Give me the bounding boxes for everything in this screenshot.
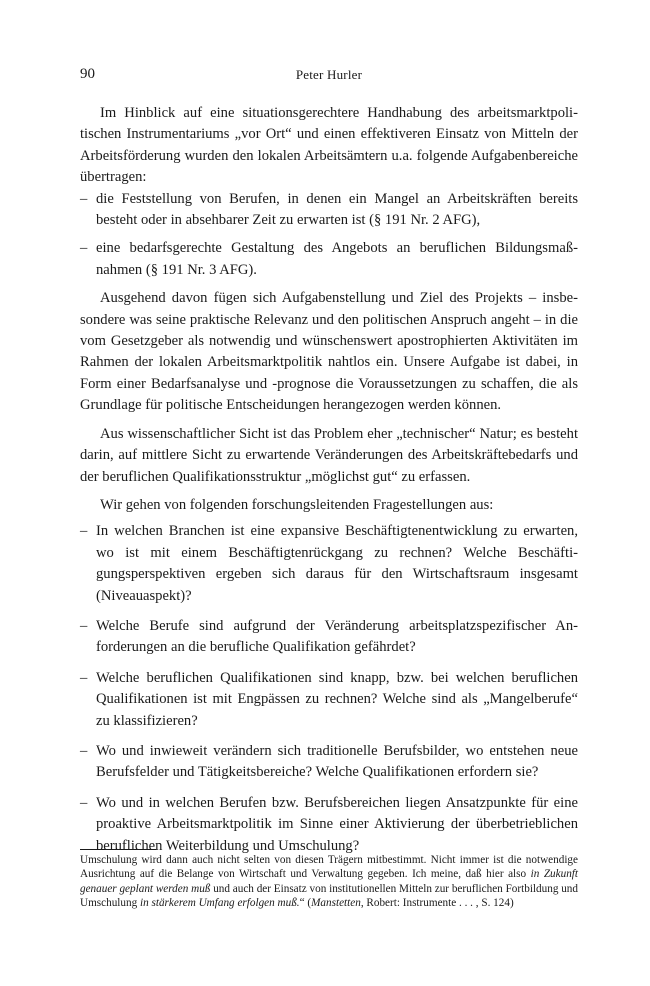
- list-item: [80, 741, 578, 784]
- question-list: [80, 521, 578, 857]
- footnote-emphasis: in stärkerem Umfang erfolgen muß.: [139, 896, 300, 909]
- list-item-text: die Feststellung von Berufen, in denen ein Mangel an Arbeitskräften bereits besteht oder in absehbarer Zeit zu erwarten ist (§ 191 Nr. 2 AFG),: [96, 190, 578, 229]
- list-item-text: Welche beruflichen Qualifikationen sind knapp, bzw. bei welchen beruflichen Qualifikationen ist mit Engpässen zu rechnen? Welche sind als „Mangelberufe“ zu klassifizieren?: [96, 669, 578, 729]
- list-item-text: eine bedarfsgerechte Gestaltung des Angebots an beruflichen Bildungsmaßnahmen (§ 191 Nr. 3 AFG).: [96, 240, 578, 278]
- task-list: [80, 189, 578, 282]
- page-header: [80, 66, 578, 86]
- footnote-text: Umschulung wird dann auch nicht selten von diesen Trägern mitbestimmt. Nicht immer ist die notwendige Ausrichtung auf die Belange von Wirtschaft und Verwaltung gegeben. Ich meine, daß hier also: [80, 854, 578, 881]
- footnote-author: Manstetten: [311, 896, 361, 909]
- list-item: [80, 668, 578, 732]
- list-item-text: In welchen Branchen ist eine expansive Beschäftigtenentwicklung zu erwarten, wo ist mit einem Beschäftigtenrückgang zu rechnen? Welche Beschäftigungsperspektiven ergeben sich daraus für den Wirtschaftsraum insgesamt (Niveauaspekt)?: [96, 523, 578, 604]
- paragraph-intro: Im Hinblick auf eine situationsgerechtere Handhabung des arbeitsmarktpolitischen Instrumentariums „vor Ort“ und einen effektiveren Einsatz von Mitteln der Arbeitsförderung wurden den lokalen Arbeitsämtern u.a. folgende Aufgabenbereiche übertragen:: [80, 105, 578, 186]
- footnote-text: und auch der Einsatz von institutionellen Mitteln zur beruflichen Fortbildung und Umschulung: [80, 882, 578, 909]
- paragraph-questions-intro: Wir gehen von folgenden forschungsleitenden Fragestellungen aus:: [100, 496, 494, 513]
- paragraph-scientific-view: Aus wissenschaftlicher Sicht ist das Problem eher „technischer“ Natur; es besteht darin, auf mittlere Sicht zu erwartende Veränderungen des Arbeitskräftebedarfs und der beruflichen Qualifikationsstruktur „möglichst gut“ zu erfassen.: [80, 425, 578, 485]
- list-item: [80, 616, 578, 659]
- dash-bullet: –: [80, 240, 88, 257]
- dash-bullet: –: [80, 669, 88, 686]
- footnote-text: “ (: [299, 896, 312, 909]
- footnote-divider: [80, 849, 156, 850]
- list-item-text: Wo und in welchen Berufen bzw. Berufsbereichen liegen Ansatzpunkte für eine proaktive Arbeitsmarktpolitik im Sinne einer Aktivierung der überbetrieblichen beruflichen Weiterbildung und Umschulung?: [96, 794, 578, 854]
- list-item: [80, 793, 578, 857]
- dash-bullet: –: [80, 742, 88, 759]
- page-number: 90: [80, 66, 95, 82]
- footnote-emphasis: in Zukunft genauer geplant werden muß: [80, 868, 579, 895]
- body-text: [80, 103, 578, 857]
- dash-bullet: –: [80, 794, 88, 811]
- dash-bullet: –: [80, 617, 88, 634]
- running-head: Peter Hurler: [295, 67, 363, 82]
- dash-bullet: –: [80, 523, 88, 540]
- list-item: [80, 521, 578, 607]
- dash-bullet: –: [80, 190, 88, 207]
- list-item-text: Welche Berufe sind aufgrund der Veränderung arbeitsplatzspezifischer Anforderungen an die berufliche Qualifikation gefährdet?: [96, 617, 578, 656]
- footnote: [80, 853, 578, 910]
- list-item: [80, 238, 578, 281]
- paragraph-project-goal: Ausgehend davon fügen sich Aufgabenstellung und Ziel des Projekts – insbesondere was seine praktische Relevanz und den politischen Anspruch angeht – in die vom Gesetzgeber als notwendig und wünschenswert apostrophierten Aktivitäten im Rahmen der lokalen Arbeitsmarktpolitik nahtlos ein. Unsere Aufgabe ist dabei, in Form einer Bedarfsanalyse und -prognose die Voraussetzungen zu schaffen, die als Grundlage für politische Entscheidungen herangezogen werden können.: [80, 290, 578, 414]
- footnote-citation: , Robert: Instrumente . . . , S. 124): [360, 896, 514, 909]
- list-item-text: Wo und inwieweit verändern sich traditionelle Berufsbilder, wo entstehen neue Berufsfelder und Tätigkeitsbereiche? Welche Qualifikationen erfordern sie?: [96, 742, 578, 781]
- list-item: [80, 189, 578, 232]
